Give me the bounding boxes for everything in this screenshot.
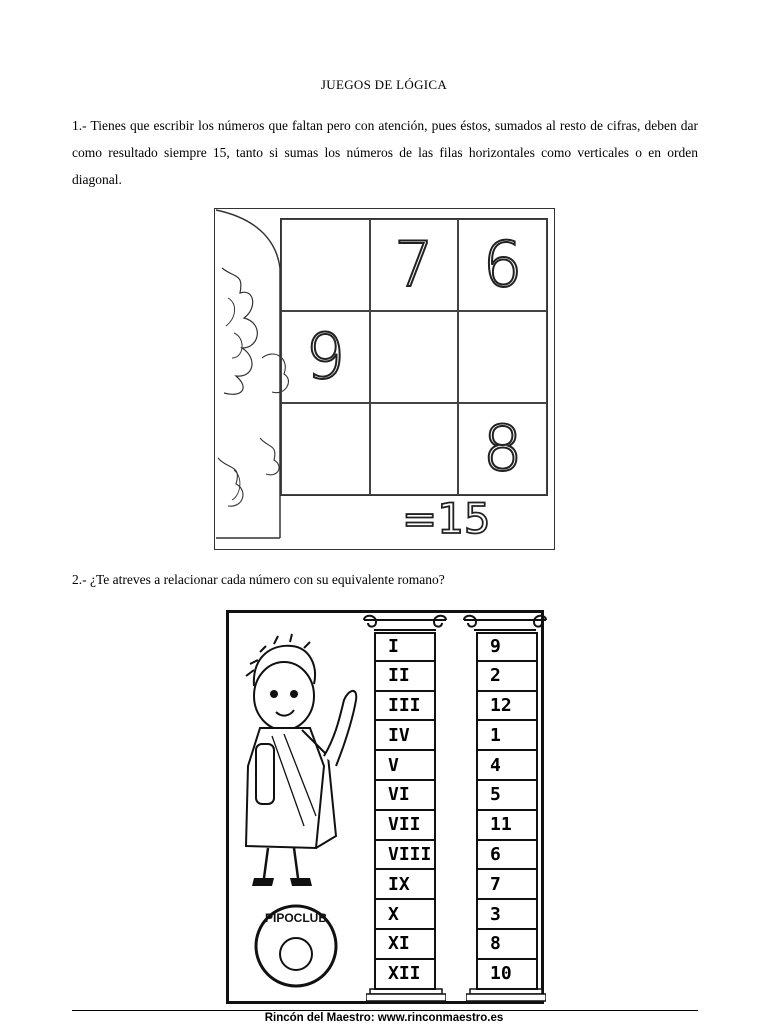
roman-numeral-item[interactable]: I bbox=[376, 632, 434, 662]
grid-cell[interactable] bbox=[370, 311, 459, 403]
left-column-base-icon bbox=[366, 988, 446, 1002]
grid-cell[interactable]: 8 bbox=[458, 403, 547, 495]
page-title: JUEGOS DE LÓGICA bbox=[320, 77, 448, 92]
sum-label: =15 bbox=[402, 494, 491, 543]
roman-numeral-item[interactable]: IV bbox=[376, 721, 434, 751]
arabic-number-item[interactable]: 1 bbox=[478, 721, 536, 751]
roman-numeral-item[interactable]: X bbox=[376, 900, 434, 930]
right-column-base-icon bbox=[466, 988, 546, 1002]
exercise-1-instructions: 1.- Tienes que escribir los números que faltan pero con atención, pues éstos, sumados al resto de cifras, deben dar como resultado siempre 15, tanto si sumas los números de las filas horizontales como verticales o en orden diagonal. bbox=[72, 118, 698, 187]
grid-cell[interactable] bbox=[370, 403, 459, 495]
arabic-number-item[interactable]: 7 bbox=[478, 870, 536, 900]
grid-cell[interactable]: 6 bbox=[458, 219, 547, 311]
arabic-number-item[interactable]: 4 bbox=[478, 751, 536, 781]
arabic-number-item[interactable]: 8 bbox=[478, 930, 536, 960]
roman-boy-illustration bbox=[232, 616, 372, 996]
arabic-number-item[interactable]: 12 bbox=[478, 692, 536, 722]
arabic-number-item[interactable]: 6 bbox=[478, 841, 536, 871]
arabic-number-item[interactable]: 5 bbox=[478, 781, 536, 811]
arabic-number-item[interactable]: 2 bbox=[478, 662, 536, 692]
magic-square-grid bbox=[280, 218, 548, 496]
arabic-number-item[interactable]: 10 bbox=[478, 960, 536, 990]
arabic-number-item[interactable]: 9 bbox=[478, 632, 536, 662]
roman-numeral-item[interactable]: VIII bbox=[376, 841, 434, 871]
grid-cell[interactable]: 9 bbox=[281, 311, 370, 403]
roman-numeral-item[interactable]: V bbox=[376, 751, 434, 781]
roman-numeral-item[interactable]: XI bbox=[376, 930, 434, 960]
roman-numeral-item[interactable]: VI bbox=[376, 781, 434, 811]
pipoclub-logo-text: PIPOCLUB bbox=[264, 911, 328, 925]
grid-cell[interactable] bbox=[458, 311, 547, 403]
footer-divider bbox=[72, 1010, 698, 1011]
grid-cell[interactable] bbox=[281, 403, 370, 495]
roman-numeral-item[interactable]: VII bbox=[376, 811, 434, 841]
roman-numeral-item[interactable]: XII bbox=[376, 960, 434, 990]
roman-numeral-item[interactable]: IX bbox=[376, 870, 434, 900]
roman-numeral-item[interactable]: II bbox=[376, 662, 434, 692]
arabic-number-item[interactable]: 11 bbox=[478, 811, 536, 841]
roman-numeral-item[interactable]: III bbox=[376, 692, 434, 722]
footer-credit: Rincón del Maestro: www.rinconmaestro.es bbox=[264, 1012, 504, 1024]
arabic-numbers-column bbox=[476, 632, 538, 990]
roman-numerals-column bbox=[374, 632, 436, 990]
arabic-number-item[interactable]: 3 bbox=[478, 900, 536, 930]
exercise-2-instructions: 2.- ¿Te atreves a relacionar cada número con su equivalente romano? bbox=[72, 572, 445, 587]
grid-cell[interactable] bbox=[281, 219, 370, 311]
grid-cell[interactable]: 7 bbox=[370, 219, 459, 311]
